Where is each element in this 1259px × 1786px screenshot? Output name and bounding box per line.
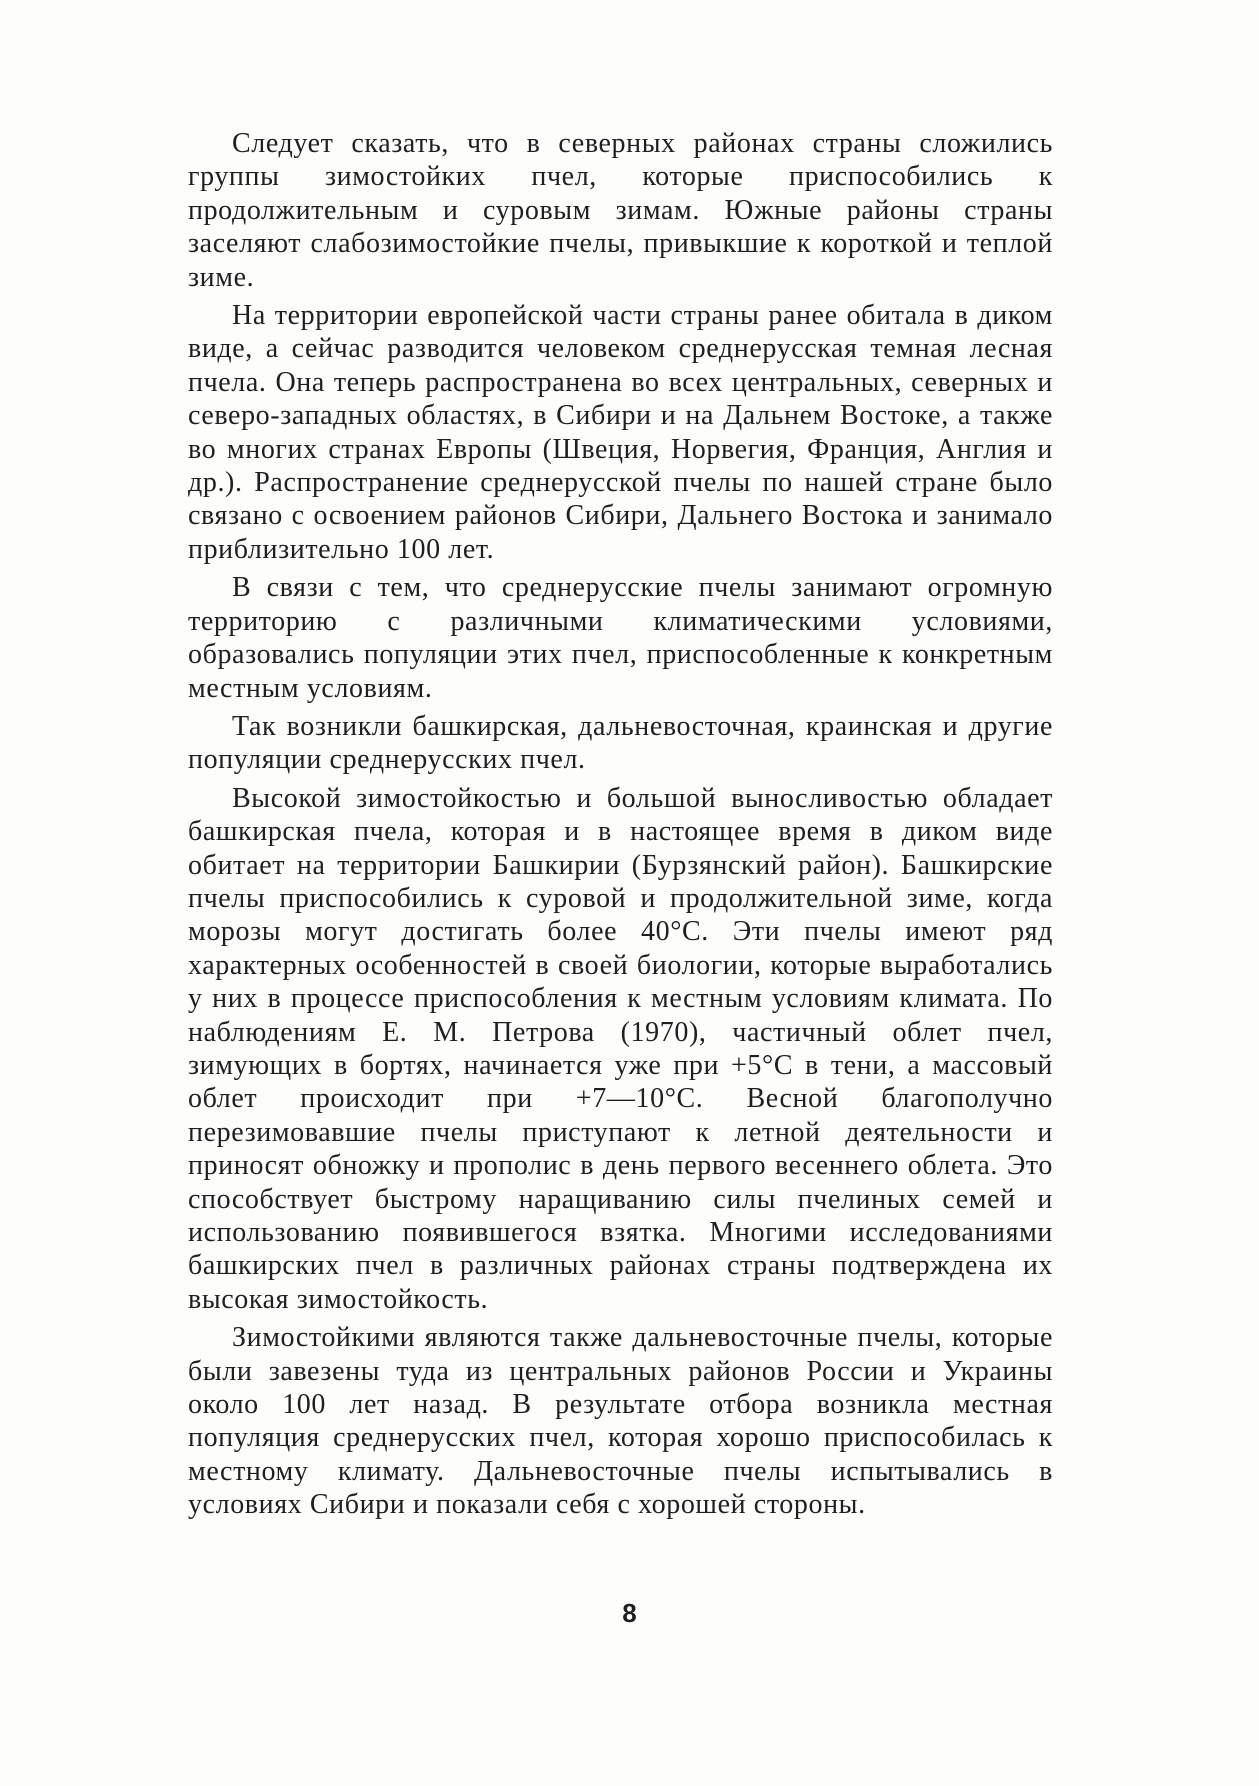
paragraph-northern-bees: Следует сказать, что в северных районах страны сложились группы зимостойких пчел, которые приспособились к продолжительным и суровым зимам. Южные районы страны заселяют слабозимостойкие пчелы, привыкшие к короткой и теплой зиме. xyxy=(188,128,1053,293)
paragraph-far-eastern-bee: Зимостойкими являются также дальневосточные пчелы, которые были завезены туда из центральных районов России и Украины около 100 лет назад. В результате отбора возникла местная популяция среднерусских пчел, которая хорошо приспособилась к местному климату. Дальневосточные пчелы испытывались в условиях Сибири и показали себя с хорошей стороны. xyxy=(188,1322,1053,1521)
paragraph-populations: В связи с тем, что среднерусские пчелы занимают огромную территорию с различными климатическими условиями, образовались популяции этих пчел, приспособленные к конкретным местным условиям. xyxy=(188,572,1053,704)
body-text xyxy=(188,127,1053,1527)
paragraph-central-russian-bee: На территории европейской части страны ранее обитала в диком виде, а сейчас разводится человеком среднерусская темная лесная пчела. Она теперь распространена во всех центральных, северных и северо-западных областях, в Сибири и на Дальнем Востоке, а также во многих странах Европы (Швеция, Норвегия, Франция, Англия и др.). Распространение среднерусской пчелы по нашей стране было связано с освоением районов Сибири, Дальнего Востока и занимало приблизительно 100 лет. xyxy=(188,300,1053,565)
paragraph-bashkir-bee: Высокой зимостойкостью и большой выносливостью обладает башкирская пчела, которая и в настоящее время в диком виде обитает на территории Башкирии (Бурзянский район). Башкирские пчелы приспособились к суровой и продолжительной зиме, когда морозы могут достигать более 40°С. Эти пчелы имеют ряд характерных особенностей в своей биологии, которые выработались у них в процессе приспособления к местным условиям климата. По наблюдениям Е. М. Петрова (1970), частичный облет пчел, зимующих в бортях, начинается уже при +5°С в тени, а массовый облет происходит при +7—10°С. Весной благополучно перезимовавшие пчелы приступают к летной деятельности и приносят обножку и прополис в день первого весеннего облета. Это способствует быстрому наращиванию силы пчелиных семей и использованию появившегося взятка. Многими исследованиями башкирских пчел в различных районах страны подтверждена их высокая зимостойкость. xyxy=(188,782,1053,1315)
paragraph-population-list: Так возникли башкирская, дальневосточная, краинская и другие популяции среднерусских пчел. xyxy=(188,710,1053,776)
page-number: 8 xyxy=(622,1598,637,1628)
